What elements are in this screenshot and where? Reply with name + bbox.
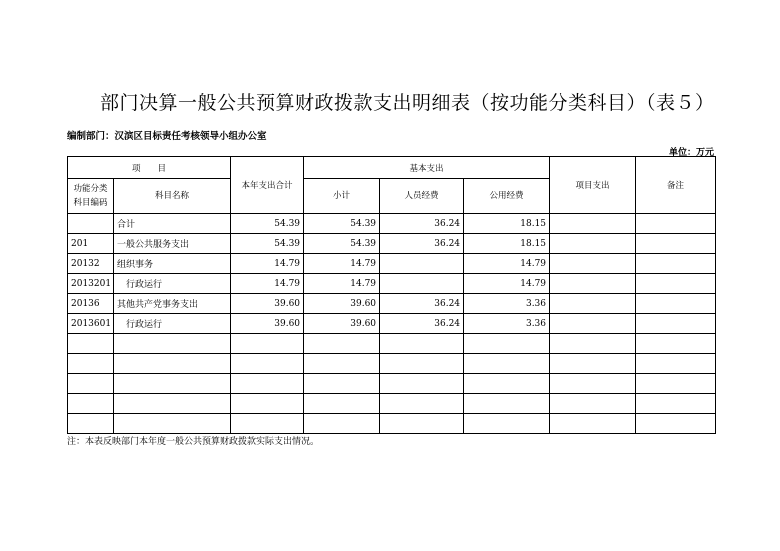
- cell-subtotal: 39.60: [304, 314, 380, 334]
- cell-total: [231, 334, 304, 354]
- cell-total: 54.39: [231, 234, 304, 254]
- cell-personnel: [380, 354, 464, 374]
- cell-subtotal: [304, 374, 380, 394]
- cell-name: 合计: [114, 214, 231, 234]
- cell-code: [68, 394, 114, 414]
- cell-personnel: [380, 394, 464, 414]
- cell-subtotal: 39.60: [304, 294, 380, 314]
- cell-remark: [636, 414, 716, 434]
- expenditure-table: [67, 156, 716, 434]
- compiling-unit: 编制部门：汉滨区目标责任考核领导小组办公室: [67, 131, 267, 142]
- cell-name: 一般公共服务支出: [114, 234, 231, 254]
- table-row: [68, 214, 716, 234]
- cell-subtotal: 54.39: [304, 234, 380, 254]
- table-row: [68, 394, 716, 414]
- cell-name: [114, 354, 231, 374]
- cell-subtotal: 14.79: [304, 254, 380, 274]
- footnote: 注：本表反映部门本年度一般公共预算财政拨款实际支出情况。: [67, 437, 320, 447]
- header-total: 本年支出合计: [231, 157, 304, 214]
- cell-name: [114, 374, 231, 394]
- cell-name: 组织事务: [114, 254, 231, 274]
- cell-remark: [636, 274, 716, 294]
- cell-name: [114, 394, 231, 414]
- cell-project: [550, 314, 636, 334]
- cell-personnel: [380, 274, 464, 294]
- cell-public: [464, 394, 550, 414]
- header-row-1: [68, 157, 716, 179]
- cell-code: 2013601: [68, 314, 114, 334]
- header-remark: 备注: [636, 157, 716, 214]
- cell-public: 3.36: [464, 314, 550, 334]
- table-row: [68, 374, 716, 394]
- cell-project: [550, 374, 636, 394]
- cell-remark: [636, 214, 716, 234]
- header-item: 项 目: [68, 157, 231, 179]
- cell-name: [114, 414, 231, 434]
- cell-remark: [636, 354, 716, 374]
- cell-total: 39.60: [231, 294, 304, 314]
- cell-project: [550, 414, 636, 434]
- cell-code: [68, 354, 114, 374]
- cell-code: 20132: [68, 254, 114, 274]
- cell-remark: [636, 334, 716, 354]
- cell-project: [550, 254, 636, 274]
- cell-personnel: [380, 334, 464, 354]
- cell-total: [231, 394, 304, 414]
- cell-total: 14.79: [231, 254, 304, 274]
- header-code: 功能分类科目编码: [68, 179, 114, 214]
- cell-personnel: 36.24: [380, 234, 464, 254]
- cell-name: 行政运行: [114, 314, 231, 334]
- cell-name: 其他共产党事务支出: [114, 294, 231, 314]
- cell-public: 3.36: [464, 294, 550, 314]
- cell-total: 39.60: [231, 314, 304, 334]
- page-title: 部门决算一般公共预算财政拨款支出明细表（按功能分类科目）（表５）: [100, 92, 715, 114]
- header-basic: 基本支出: [304, 157, 550, 179]
- cell-code: 201: [68, 234, 114, 254]
- cell-code: [68, 214, 114, 234]
- cell-personnel: 36.24: [380, 314, 464, 334]
- cell-project: [550, 234, 636, 254]
- cell-project: [550, 294, 636, 314]
- cell-public: 18.15: [464, 234, 550, 254]
- cell-personnel: [380, 374, 464, 394]
- cell-subtotal: [304, 354, 380, 374]
- cell-code: 20136: [68, 294, 114, 314]
- cell-personnel: [380, 414, 464, 434]
- cell-remark: [636, 314, 716, 334]
- cell-public: 14.79: [464, 254, 550, 274]
- cell-personnel: 36.24: [380, 294, 464, 314]
- header-personnel: 人员经费: [380, 179, 464, 214]
- cell-project: [550, 214, 636, 234]
- header-project: 项目支出: [550, 157, 636, 214]
- table-row: [68, 234, 716, 254]
- cell-remark: [636, 234, 716, 254]
- cell-total: [231, 374, 304, 394]
- cell-public: [464, 334, 550, 354]
- cell-total: [231, 354, 304, 374]
- table-row: [68, 414, 716, 434]
- cell-remark: [636, 374, 716, 394]
- table-row: [68, 274, 716, 294]
- cell-code: [68, 334, 114, 354]
- cell-public: [464, 414, 550, 434]
- cell-total: 14.79: [231, 274, 304, 294]
- cell-project: [550, 274, 636, 294]
- cell-public: 18.15: [464, 214, 550, 234]
- table-row: [68, 294, 716, 314]
- header-public: 公用经费: [464, 179, 550, 214]
- table-row: [68, 254, 716, 274]
- cell-total: [231, 414, 304, 434]
- cell-public: [464, 354, 550, 374]
- cell-subtotal: 54.39: [304, 214, 380, 234]
- cell-project: [550, 394, 636, 414]
- cell-public: 14.79: [464, 274, 550, 294]
- cell-code: [68, 374, 114, 394]
- cell-remark: [636, 294, 716, 314]
- header-subtotal: 小计: [304, 179, 380, 214]
- table-row: [68, 314, 716, 334]
- cell-subtotal: [304, 394, 380, 414]
- cell-name: 行政运行: [114, 274, 231, 294]
- cell-name: [114, 334, 231, 354]
- cell-code: 2013201: [68, 274, 114, 294]
- cell-remark: [636, 254, 716, 274]
- cell-code: [68, 414, 114, 434]
- cell-project: [550, 354, 636, 374]
- cell-subtotal: [304, 334, 380, 354]
- cell-project: [550, 334, 636, 354]
- cell-personnel: 36.24: [380, 214, 464, 234]
- cell-subtotal: [304, 414, 380, 434]
- cell-remark: [636, 394, 716, 414]
- cell-public: [464, 374, 550, 394]
- cell-total: 54.39: [231, 214, 304, 234]
- cell-subtotal: 14.79: [304, 274, 380, 294]
- unit-label: 单位：万元: [668, 148, 714, 158]
- table-row: [68, 334, 716, 354]
- table-row: [68, 354, 716, 374]
- cell-personnel: [380, 254, 464, 274]
- header-name: 科目名称: [114, 179, 231, 214]
